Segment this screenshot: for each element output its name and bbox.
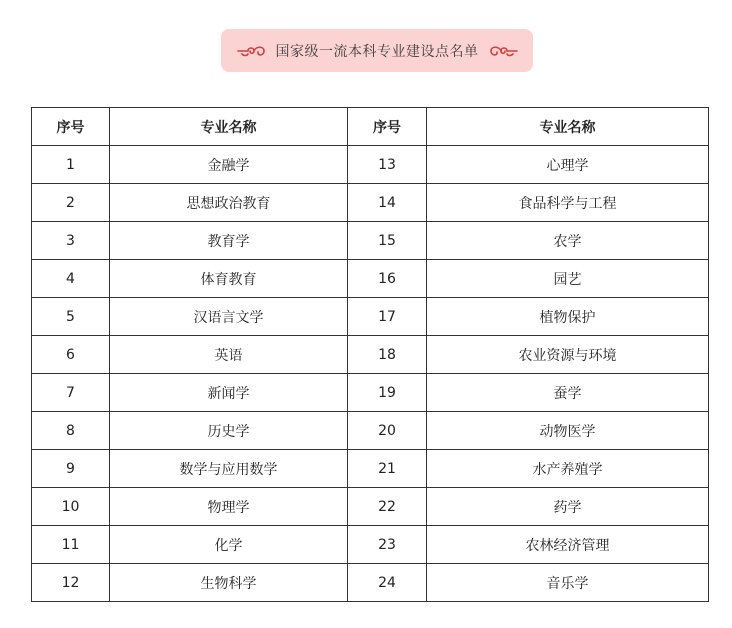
title-banner [221, 29, 533, 72]
cell-index-left: 6 [32, 336, 110, 374]
cell-index-left: 8 [32, 412, 110, 450]
header-cell-index-left: 序号 [32, 108, 110, 146]
left-cloud-ornament-icon [236, 44, 268, 58]
table-row [32, 374, 709, 412]
cell-name-left: 金融学 [110, 146, 348, 184]
cell-index-left: 1 [32, 146, 110, 184]
cell-index-right: 14 [348, 184, 427, 222]
right-cloud-ornament-icon [487, 44, 519, 58]
cell-index-left: 4 [32, 260, 110, 298]
cell-name-right: 农学 [427, 222, 709, 260]
table-row [32, 222, 709, 260]
table-row [32, 184, 709, 222]
cell-name-left: 教育学 [110, 222, 348, 260]
cell-index-right: 24 [348, 564, 427, 602]
cell-name-left: 化学 [110, 526, 348, 564]
cell-index-left: 10 [32, 488, 110, 526]
cell-index-left: 7 [32, 374, 110, 412]
cell-index-right: 13 [348, 146, 427, 184]
cell-name-left: 历史学 [110, 412, 348, 450]
table-row [32, 526, 709, 564]
table-body [32, 146, 709, 602]
cell-index-right: 17 [348, 298, 427, 336]
cell-name-left: 新闻学 [110, 374, 348, 412]
cell-index-left: 2 [32, 184, 110, 222]
cell-name-right: 园艺 [427, 260, 709, 298]
cell-name-right: 农林经济管理 [427, 526, 709, 564]
cell-index-left: 5 [32, 298, 110, 336]
cell-name-right: 水产养殖学 [427, 450, 709, 488]
cell-name-right: 音乐学 [427, 564, 709, 602]
table-row [32, 450, 709, 488]
header-cell-index-right: 序号 [348, 108, 427, 146]
cell-name-right: 药学 [427, 488, 709, 526]
cell-name-right: 心理学 [427, 146, 709, 184]
cell-index-right: 20 [348, 412, 427, 450]
cell-name-left: 思想政治教育 [110, 184, 348, 222]
cell-name-left: 体育教育 [110, 260, 348, 298]
cell-index-left: 9 [32, 450, 110, 488]
table-row [32, 412, 709, 450]
cell-name-right: 农业资源与环境 [427, 336, 709, 374]
cell-index-right: 15 [348, 222, 427, 260]
table-row [32, 260, 709, 298]
cell-index-right: 23 [348, 526, 427, 564]
cell-index-right: 21 [348, 450, 427, 488]
table-row [32, 146, 709, 184]
table-row [32, 564, 709, 602]
cell-index-right: 19 [348, 374, 427, 412]
cell-name-right: 植物保护 [427, 298, 709, 336]
table-row [32, 298, 709, 336]
major-list-table [31, 107, 709, 602]
cell-index-right: 16 [348, 260, 427, 298]
header-cell-name-left: 专业名称 [110, 108, 348, 146]
table-header-row [32, 108, 709, 146]
cell-name-left: 物理学 [110, 488, 348, 526]
cell-name-right: 蚕学 [427, 374, 709, 412]
cell-name-left: 汉语言文学 [110, 298, 348, 336]
cell-index-right: 22 [348, 488, 427, 526]
cell-index-left: 3 [32, 222, 110, 260]
page-title: 国家级一流本科专业建设点名单 [275, 43, 479, 60]
cell-index-right: 18 [348, 336, 427, 374]
cell-name-left: 数学与应用数学 [110, 450, 348, 488]
cell-name-left: 英语 [110, 336, 348, 374]
cell-index-left: 12 [32, 564, 110, 602]
cell-name-left: 生物科学 [110, 564, 348, 602]
cell-name-right: 食品科学与工程 [427, 184, 709, 222]
table-row [32, 336, 709, 374]
cell-name-right: 动物医学 [427, 412, 709, 450]
header-cell-name-right: 专业名称 [427, 108, 709, 146]
table-row [32, 488, 709, 526]
cell-index-left: 11 [32, 526, 110, 564]
